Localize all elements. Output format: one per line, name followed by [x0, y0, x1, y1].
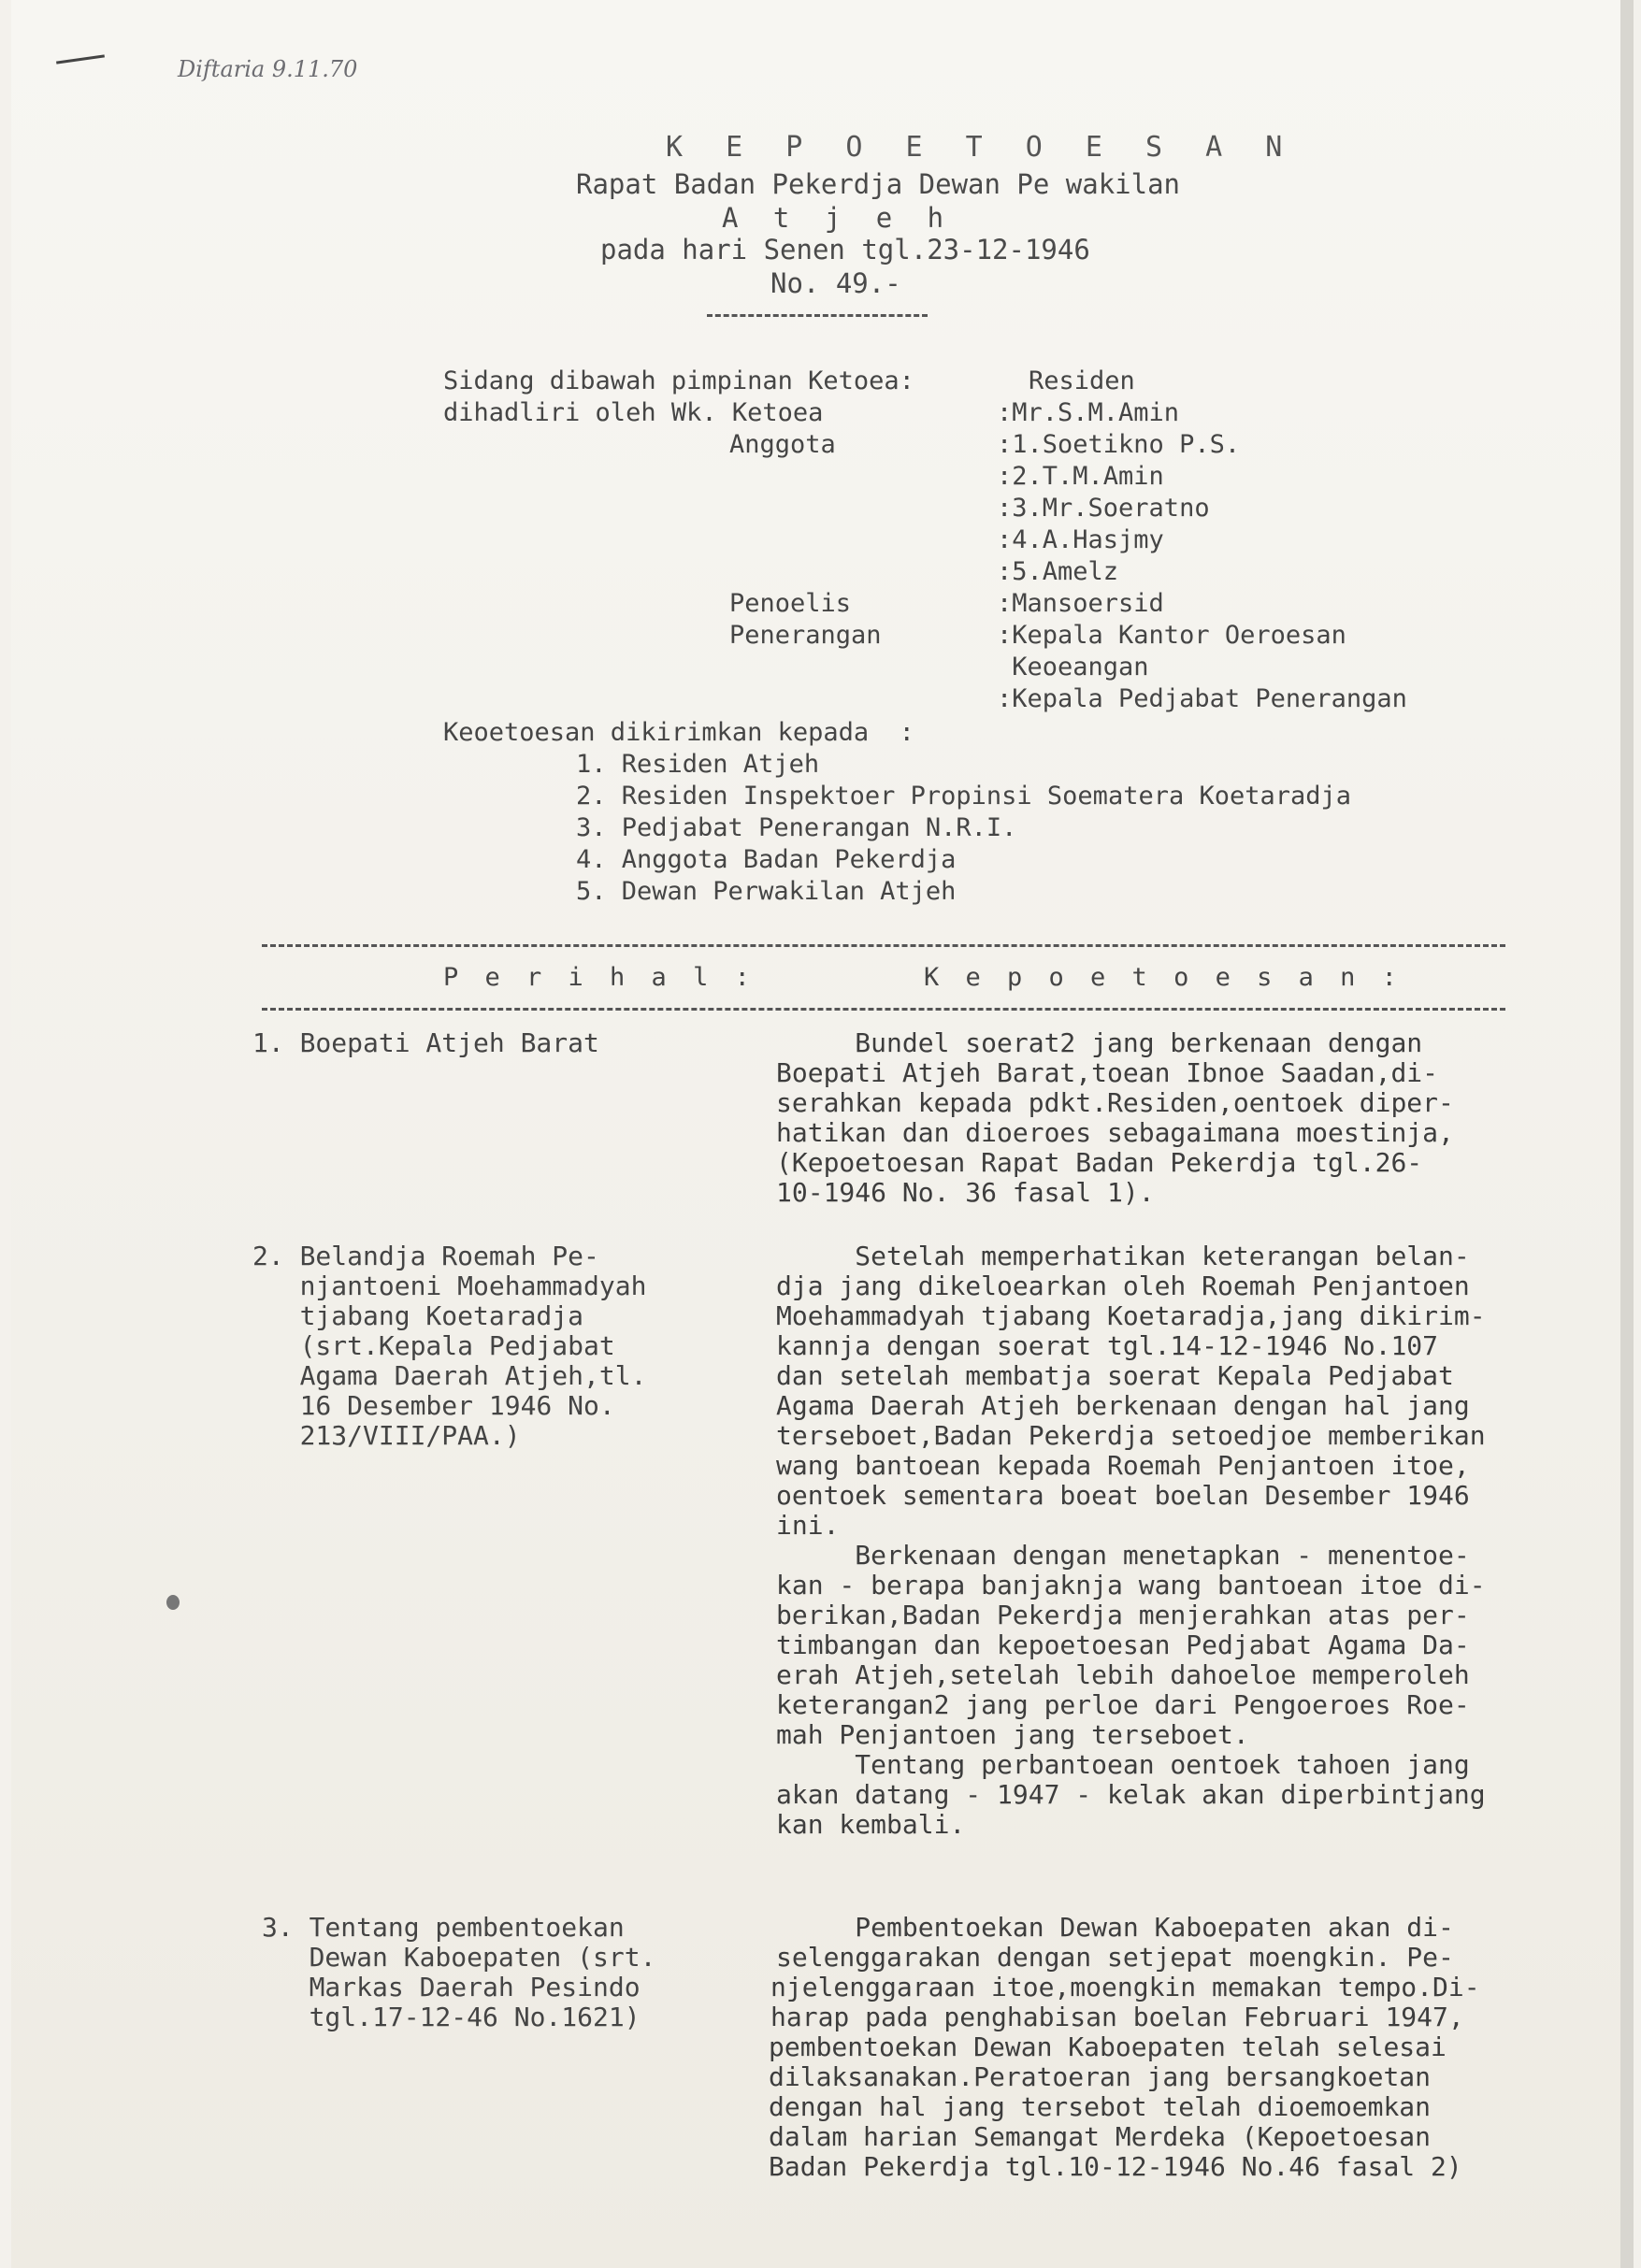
decision-line: harap pada penghabisan boelan Februari 1947,: [770, 2002, 1464, 2032]
subject-line: tgl.17-12-46 No.1621): [262, 2002, 641, 2032]
subject-line: tjabang Koetaradja: [252, 1300, 584, 1331]
attendance-value: :3.Mr.Soeratno: [997, 494, 1210, 523]
header-date-line: pada hari Senen tgl.23-12-1946: [600, 234, 1090, 266]
distribution-item: 1. Residen Atjeh: [576, 750, 820, 779]
header-meeting-line: Rapat Badan Pekerdja Dewan Pe wakilan: [576, 168, 1181, 200]
handwritten-archive-note: Diftaria 9.11.70: [178, 56, 358, 82]
decision-line: erah Atjeh,setelah lebih dahoeloe memperoleh: [776, 1659, 1470, 1690]
subject-line: 2. Belandja Roemah Pe-: [252, 1241, 599, 1271]
decision-line: selenggarakan dengan setjepat moengkin. Pe-: [776, 1942, 1454, 1973]
attendance-label: dihadliri oleh Wk. Ketoea: [443, 398, 824, 427]
decision-line: Setelah memperhatikan keterangan belan-: [776, 1241, 1470, 1271]
attendance-value: :Kepala Kantor Oeroesan: [997, 621, 1346, 650]
punch-hole: [166, 1595, 180, 1610]
decision-line: kan kembali.: [776, 1809, 966, 1840]
subject-line: 16 Desember 1946 No.: [252, 1390, 615, 1421]
attendance-value: Residen: [1029, 366, 1135, 395]
decision-line: dja jang dikeloearkan oleh Roemah Penjantoen: [776, 1270, 1470, 1301]
header-divider: [707, 314, 928, 317]
distribution-item: 2. Residen Inspektoer Propinsi Soematera Koetaradja: [576, 782, 1352, 811]
attendance-value: Keoeangan: [997, 653, 1149, 682]
decision-line: keterangan2 jang perloe dari Pengoeroes Roe-: [776, 1689, 1470, 1720]
decision-line: Tentang perbantoean oentoek tahoen jang: [776, 1749, 1470, 1780]
header-number-line: No. 49.-: [770, 267, 901, 299]
decision-line: terseboet,Badan Pekerdja setoedjoe memberikan: [776, 1420, 1486, 1451]
subject-line: 1. Boepati Atjeh Barat: [252, 1027, 599, 1058]
decision-line: serahkan kepada pdkt.Residen,oentoek diper-: [776, 1087, 1454, 1118]
page-edge-shadow: [1620, 0, 1634, 2268]
header-region-line: A t j e h: [722, 202, 954, 234]
decision-line: dilaksanakan.Peratoeran jang bersangkoetan: [769, 2061, 1432, 2092]
table-header-divider: [262, 1008, 1505, 1011]
pencil-dash-mark: [56, 54, 105, 64]
subject-line: 3. Tentang pembentoekan: [262, 1912, 625, 1943]
decision-line: Agama Daerah Atjeh berkenaan dengan hal jang: [776, 1390, 1470, 1421]
attendance-label: Sidang dibawah pimpinan Ketoea:: [443, 366, 914, 395]
subject-line: Dewan Kaboepaten (srt.: [262, 1942, 656, 1973]
column-header-perihal: P e r i h a l :: [443, 963, 756, 992]
attendance-value: :1.Soetikno P.S.: [997, 430, 1241, 459]
distribution-item: 5. Dewan Perwakilan Atjeh: [576, 877, 957, 906]
document-page: [11, 0, 1634, 2268]
decision-line: oentoek sementara boeat boelan Desember 1946: [776, 1480, 1470, 1511]
attendance-value: :Mr.S.M.Amin: [997, 398, 1180, 427]
decision-line: berikan,Badan Pekerdja menjerahkan atas per-: [776, 1600, 1470, 1630]
decision-line: Bundel soerat2 jang berkenaan dengan: [776, 1027, 1423, 1058]
decision-line: timbangan dan kepoetoesan Pedjabat Agama Da-: [776, 1629, 1470, 1660]
decision-line: kannja dengan soerat tgl.14-12-1946 No.107: [776, 1330, 1439, 1361]
decision-line: pembentoekan Dewan Kaboepaten telah selesai: [769, 2031, 1447, 2062]
column-header-keputusan: K e p o e t o e s a n :: [924, 963, 1403, 992]
attendance-label: Anggota: [729, 430, 836, 459]
decision-line: Boepati Atjeh Barat,toean Ibnoe Saadan,di-: [776, 1057, 1439, 1088]
decision-line: Badan Pekerdja tgl.10-12-1946 No.46 fasal 2): [769, 2151, 1462, 2182]
decision-line: Pembentoekan Dewan Kaboepaten akan di-: [776, 1912, 1454, 1943]
decision-line: akan datang - 1947 - kelak akan diperbintjang: [776, 1779, 1486, 1810]
subject-line: njantoeni Moehammadyah: [252, 1270, 647, 1301]
attendance-label: Penoelis: [729, 589, 852, 618]
decision-line: hatikan dan dioeroes sebagaimana moestinja,: [776, 1117, 1454, 1148]
decision-line: wang bantoean kepada Roemah Penjantoen itoe,: [776, 1450, 1470, 1481]
attendance-value: :Mansoersid: [997, 589, 1164, 618]
decision-line: 10-1946 No. 36 fasal 1).: [776, 1177, 1155, 1208]
subject-line: Agama Daerah Atjeh,tl.: [252, 1360, 647, 1391]
decision-line: kan - berapa banjaknja wang bantoean itoe di-: [776, 1570, 1486, 1601]
attendance-value: :Kepala Pedjabat Penerangan: [997, 684, 1407, 713]
document-title: K E P O E T O E S A N: [666, 131, 1296, 164]
decision-line: njelenggaraan itoe,moengkin memakan tempo.Di-: [770, 1972, 1480, 2002]
attendance-value: :5.Amelz: [997, 557, 1119, 586]
decision-line: (Kepoetoesan Rapat Badan Pekerdja tgl.26-: [776, 1147, 1423, 1178]
decision-line: dan setelah membatja soerat Kepala Pedjabat: [776, 1360, 1454, 1391]
decision-line: dengan hal jang tersebot telah dioemoemkan: [769, 2091, 1432, 2122]
attendance-value: :4.A.Hasjmy: [997, 525, 1164, 554]
decision-line: ini.: [776, 1510, 840, 1541]
distribution-item: 3. Pedjabat Penerangan N.R.I.: [576, 813, 1017, 842]
distribution-item: 4. Anggota Badan Pekerdja: [576, 845, 957, 874]
attendance-label: Penerangan: [729, 621, 882, 650]
attendance-value: :2.T.M.Amin: [997, 462, 1164, 491]
decision-line: Moehammadyah tjabang Koetaradja,jang dikirim-: [776, 1300, 1486, 1331]
subject-line: 213/VIII/PAA.): [252, 1420, 521, 1451]
subject-line: Markas Daerah Pesindo: [262, 1972, 641, 2002]
subject-line: (srt.Kepala Pedjabat: [252, 1330, 615, 1361]
decision-line: dalam harian Semangat Merdeka (Kepoetoesan: [769, 2121, 1432, 2152]
decision-line: Berkenaan dengan menetapkan - menentoe-: [776, 1540, 1470, 1571]
table-top-divider: [262, 944, 1505, 947]
distribution-heading: Keoetoesan dikirimkan kepada :: [443, 718, 914, 747]
decision-line: mah Penjantoen jang terseboet.: [776, 1719, 1249, 1750]
